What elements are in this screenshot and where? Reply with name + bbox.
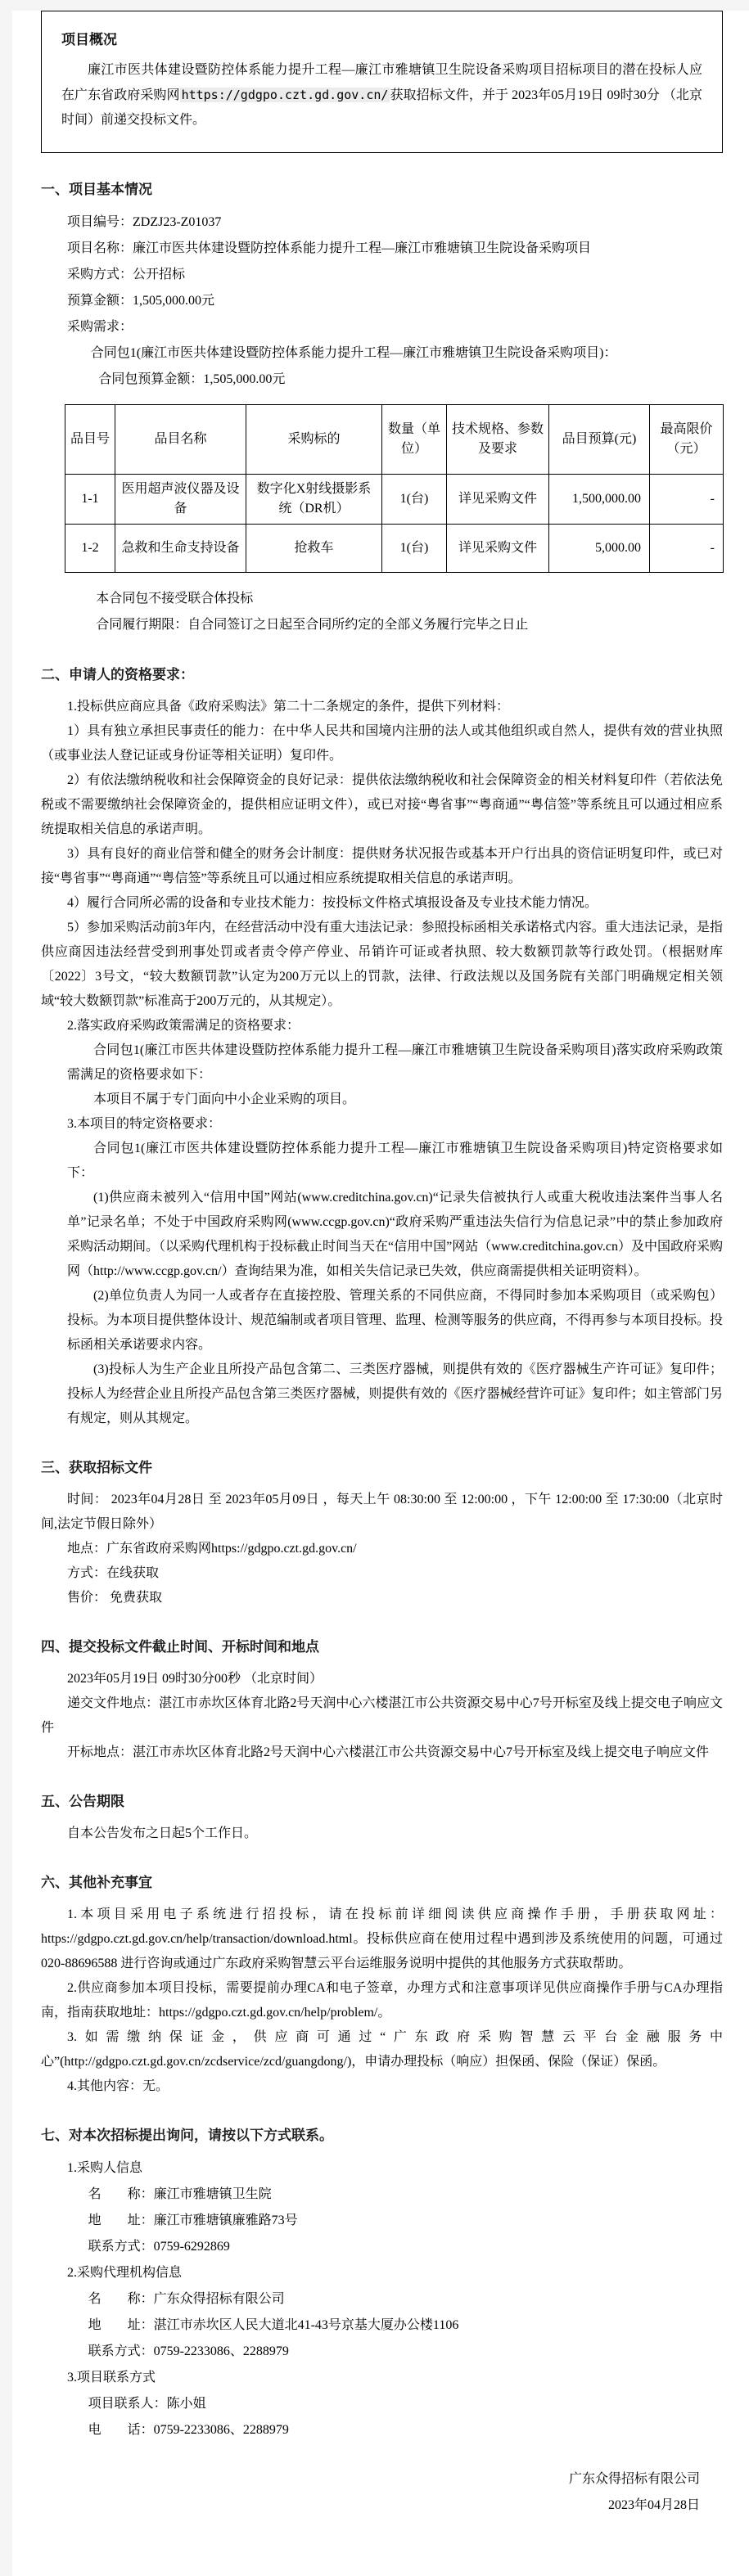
section-heading-qualification: 二、申请人的资格要求：	[41, 667, 194, 682]
procurement-site-link[interactable]: https://gdgpo.czt.gd.gov.cn/	[181, 88, 389, 102]
contact-group-title-project: 3.项目联系方式	[67, 2371, 156, 2385]
section-heading-contact: 七、对本次招标提出询问，请按以下方式联系。	[41, 2128, 333, 2143]
agency-phone: 联系方式：0759-2233086、2288979	[88, 2344, 289, 2358]
field-procurement-method: 采购方式：公开招标	[67, 268, 186, 281]
purchaser-name: 名 称：廉江市雅塘镇卫生院	[88, 2187, 272, 2201]
table-row	[65, 475, 724, 525]
qualification-paragraph: 4）履行合同所必需的设备和专业技术能力：按投标文件格式填报设备及专业技术能力情况。	[67, 896, 598, 910]
purchaser-address: 地 址：廉江市雅塘镇廉雅路73号	[88, 2213, 298, 2227]
tender-announcement-document	[12, 11, 749, 2576]
cell-item-budget: 5,000.00	[549, 525, 650, 573]
cell-item-no: 1-2	[65, 525, 115, 573]
signature-block	[41, 2466, 723, 2519]
qualification-paragraph: (2)单位负责人为同一人或者存在直接控股、管理关系的不同供应商，不得同时参加本采购项目（或采购包）投标。为本项目提供整体设计、规范编制或者项目管理、监理、检测等服务的供应商，不得再参与本项目投标。投标函相关承诺要求内容。	[67, 1289, 723, 1352]
obtain-time-line: 时间： 2023年04月28日 至 2023年05月09日 ，每天上午 08:30:00 至 12:00:00 ，下午 12:00:00 至 17:30:00（北京时间,法定节假日除外）	[41, 1493, 723, 1531]
table-row	[65, 525, 724, 573]
section-heading-other-matters: 六、其他补充事宜	[41, 1875, 152, 1890]
column-header-price-limit: 最高限价（元）	[650, 405, 724, 475]
qualification-paragraph: (1)供应商未被列入“信用中国”网站(www.creditchina.gov.cn)“记录失信被执行人或重大税收违法案件当事人名单”记录名单；不处于中国政府采购网(www.ccgp.gov.cn)“政府采购严重违法失信行为信息记录”中的禁止参加政府采购活动期间。（以采购代理机构于投标截止时间当天在“信用中国”网站（www.creditchina.gov.cn）及中国政府采购网（http://www.ccgp.gov.cn/）查询结果为准，如相关失信记录已失效，供应商需提供相关证明资料）。	[67, 1191, 723, 1278]
field-project-name: 项目名称：廉江市医共体建设暨防控体系能力提升工程—廉江市雅塘镇卫生院设备采购项目	[67, 241, 592, 255]
cell-quantity: 1(台)	[382, 525, 447, 573]
qualification-paragraph: 1.投标供应商应具备《政府采购法》第二十二条规定的条件，提供下列材料：	[67, 700, 510, 714]
other-matter-paragraph: 3.如需缴纳保证金，供应商可通过“广东政府采购智慧云平台金融服务中心”(http://gdgpo.czt.gd.gov.cn/zcdservice/zcd/guangdong/)，申请办理投标（响应）担保函、保险（保证）保函。	[41, 2030, 723, 2069]
other-matter-paragraph: 1.本项目采用电子系统进行招投标，请在投标前详细阅读供应商操作手册，手册获取网址：https://gdgpo.czt.gd.gov.cn/help/transaction/download.html。投标供应商在使用过程中遇到涉及系统使用的问题，可通过020-88696588 进行咨询或通过广东政府采购智慧云平台运维服务说明中提供的其他服务方式获取帮助。	[41, 1907, 723, 1970]
contract-note-no-consortium: 本合同包不接受联合体投标	[96, 592, 254, 606]
qualification-paragraph: 本项目不属于专门面向中小企业采购的项目。	[93, 1092, 356, 1106]
contract-note-performance-period: 合同履行期限：自合同签订之日起至合同所约定的全部义务履行完毕之日止	[96, 618, 529, 632]
overview-intro-suffix: 获取招标文件，并于 2023年05月19日 09时30分 （北京时间）前递交投标文件。	[61, 88, 702, 127]
contract-package-title: 合同包1(廉江市医共体建设暨防控体系能力提升工程—廉江市雅塘镇卫生院设备采购项目)：	[90, 346, 617, 360]
announcement-period-line: 自本公告发布之日起5个工作日。	[67, 1826, 258, 1840]
qualification-paragraph: 合同包1(廉江市医共体建设暨防控体系能力提升工程—廉江市雅塘镇卫生院设备采购项目)特定资格要求如下：	[67, 1142, 723, 1180]
contact-group-title-purchaser: 1.采购人信息	[67, 2161, 143, 2175]
column-header-item-name: 品目名称	[115, 405, 246, 475]
qualification-paragraph: 5）参加采购活动前3年内，在经营活动中没有重大违法记录：参照投标函相关承诺格式内容。重大违法记录，是指供应商因违法经营受到刑事处罚或者责令停产停业、吊销许可证或者执照、较大数额罚款等行政处罚。（根据财库〔2022〕3号文，“较大数额罚款”认定为200万元以上的罚款，法律、行政法规以及国务院有关部门明确规定相关领域“较大数额罚款”标准高于200万元的，从其规定）。	[41, 921, 723, 1008]
overview-title: 项目概况	[61, 32, 117, 47]
section-heading-obtain-documents: 三、获取招标文件	[41, 1460, 152, 1475]
column-header-spec: 技术规格、参数及要求	[447, 405, 549, 475]
section-heading-announcement-period: 五、公告期限	[41, 1794, 124, 1809]
column-header-subject: 采购标的	[246, 405, 382, 475]
cell-quantity: 1(台)	[382, 475, 447, 525]
project-contact-phone: 电 话：0759-2233086、2288979	[88, 2423, 289, 2437]
cell-item-name: 急救和生命支持设备	[115, 525, 246, 573]
overview-intro	[61, 58, 702, 133]
qualification-paragraph: 2.落实政府采购政策需满足的资格要求：	[67, 1019, 300, 1033]
cell-subject: 数字化X射线摄影系统（DR机）	[246, 475, 382, 525]
contact-group-title-agency: 2.采购代理机构信息	[67, 2266, 183, 2280]
purchaser-phone: 联系方式：0759-6292869	[88, 2240, 230, 2254]
field-budget-amount: 预算金额：1,505,000.00元	[67, 294, 215, 308]
other-matter-paragraph: 2.供应商参加本项目投标，需要提前办理CA和电子签章，办理方式和注意事项详见供应商操作手册与CA办理指南，指南获取地址：https://gdgpo.czt.gd.gov.cn/help/problem/。	[41, 1981, 723, 2020]
qualification-paragraph: 3.本项目的特定资格要求：	[67, 1117, 222, 1131]
cell-item-name: 医用超声波仪器及设备	[115, 475, 246, 525]
signature-date: 2023年04月28日	[607, 2498, 700, 2512]
obtain-price-line: 售价： 免费获取	[67, 1591, 163, 1605]
section-heading-deadline: 四、提交投标文件截止时间、开标时间和地点	[41, 1639, 319, 1655]
qualification-paragraph: 1）具有独立承担民事责任的能力：在中华人民共和国境内注册的法人或其他组织或自然人，提供有效的营业执照（或事业法人登记证或身份证等相关证明）复印件。	[41, 724, 723, 763]
deadline-datetime: 2023年05月19日 09时30分00秒 （北京时间）	[67, 1672, 323, 1686]
items-table	[65, 404, 724, 573]
column-header-item-budget: 品目预算(元)	[549, 405, 650, 475]
cell-price-limit: -	[650, 475, 724, 525]
deadline-opening-place: 开标地点：湛江市赤坎区体育北路2号天润中心六楼湛江市公共资源交易中心7号开标室及线上提交电子响应文件	[67, 1745, 710, 1759]
obtain-method-line: 方式：在线获取	[67, 1566, 160, 1580]
field-procurement-demand: 采购需求：	[67, 320, 133, 334]
signature-company: 广东众得招标有限公司	[568, 2472, 700, 2486]
obtain-location-line: 地点：广东省政府采购网https://gdgpo.czt.gd.gov.cn/	[67, 1542, 357, 1556]
cell-subject: 抢救车	[246, 525, 382, 573]
cell-spec: 详见采购文件	[447, 525, 549, 573]
project-contact-person: 项目联系人：陈小姐	[88, 2397, 206, 2411]
qualification-paragraph: 2）有依法缴纳税收和社会保障资金的良好记录：提供依法缴纳税收和社会保障资金的相关材料复印件（若依法免税或不需要缴纳社会保障资金的，提供相应证明文件），或已对接“粤省事”“粤商通”“粤信签”等系统且可以通过相应系统提取相关信息的承诺声明。	[41, 773, 723, 836]
cell-price-limit: -	[650, 525, 724, 573]
field-project-number: 项目编号：ZDZJ23-Z01037	[67, 215, 222, 229]
other-matter-paragraph: 4.其他内容：无。	[67, 2079, 169, 2093]
overview-intro-prefix: 廉江市医共体建设暨防控体系能力提升工程—廉江市雅塘镇卫生院设备采购项目招标项目的潜在投标人应在广东省政府采购网	[61, 63, 702, 102]
section-heading-basic-info: 一、项目基本情况	[41, 182, 152, 197]
column-header-quantity: 数量（单位）	[382, 405, 447, 475]
cell-item-budget: 1,500,000.00	[549, 475, 650, 525]
qualification-paragraph: (3)投标人为生产企业且所投产品包含第二、三类医疗器械，则提供有效的《医疗器械生产许可证》复印件；投标人为经营企业且所投产品包含第三类医疗器械，则提供有效的《医疗器械经营许可证》复印件；如主管部门另有规定，则从其规定。	[67, 1362, 723, 1425]
qualification-paragraph: 合同包1(廉江市医共体建设暨防控体系能力提升工程—廉江市雅塘镇卫生院设备采购项目)落实政府采购政策需满足的资格要求如下：	[67, 1043, 723, 1082]
agency-name: 名 称：广东众得招标有限公司	[88, 2292, 285, 2306]
table-header-row	[65, 405, 724, 475]
contract-package-budget: 合同包预算金额：1,505,000.00元	[98, 372, 286, 386]
qualification-paragraph: 3）具有良好的商业信誉和健全的财务会计制度：提供财务状况报告或基本开户行出具的资信证明复印件，或已对接“粤省事”“粤商通”“粤信签”等系统且可以通过相应系统提取相关信息的承诺声明。	[41, 847, 723, 885]
cell-item-no: 1-1	[65, 475, 115, 525]
project-overview-box	[41, 11, 723, 153]
agency-address: 地 址：湛江市赤坎区人民大道北41-43号京基大厦办公楼1106	[88, 2318, 459, 2332]
cell-spec: 详见采购文件	[447, 475, 549, 525]
column-header-item-no: 品目号	[65, 405, 115, 475]
deadline-submission-place: 递交文件地点：湛江市赤坎区体育北路2号天润中心六楼湛江市公共资源交易中心7号开标室及线上提交电子响应文件	[41, 1696, 723, 1735]
